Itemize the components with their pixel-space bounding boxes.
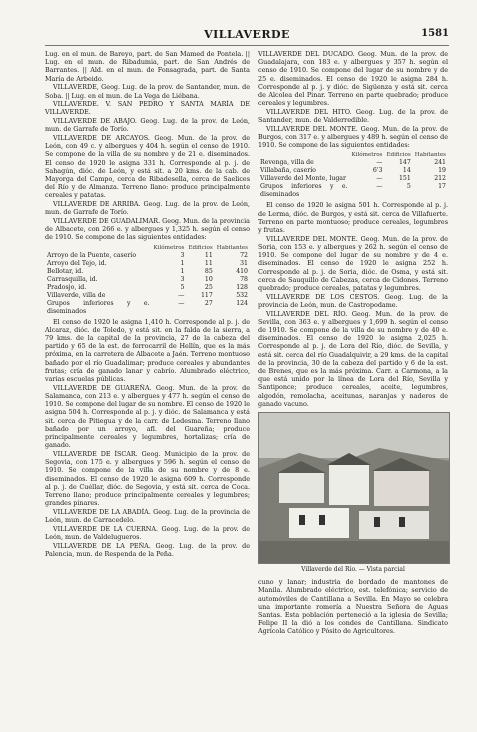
entry-paragraph: El censo de 1920 le asigna 1,410 h. Corresponde al p. j. de Alcaraz, dióc. de Toledo, y está sit. en la falda de la sierra, a 79 kms. de la capital de la provincia, 27 de la cabeza del partido y 65 de la est. de ferrocarril de Hellín, que es la más próxima, en la carretera de Albacete a Jaén. Terreno montuoso bañado por el río Guadalimar; produce cereales y abundantes frutas; cría de ganado lanar y cabrío. Alumbrado eléctrico, varias escuelas públicas.	[45, 317, 250, 384]
table-cell: 128	[236, 283, 248, 291]
entry-paragraph: VILLAVERDE, Geog. Lug. de la prov. de Santander, mun. de Soba. || Lug. en el mun. de La Vega de Liébana.	[45, 83, 250, 100]
entry-paragraph: VILLAVERDE DEL MONTE. Geog. Mun. de la prov. de Soria, con 153 e. y albergues y 262 h. según el censo de 1910. Se compone del lugar de su nombre y de 4 e. diseminados. El censo de 1920 le asigna 252 h. Corresponde al p. j. de Soria, dióc. de Osma, y está sit. cerca de Sauquillo de Cabezas, cerca de Cidones. Terreno quebrado; produce cereales, patatas y legumbres.	[258, 234, 448, 292]
table-cell: 17	[438, 183, 446, 191]
entry-paragraph: VILLAVERDE DE LA PEÑA. Geog. Lug. de la prov. de Palencia, mun. de Respenda de la Peña.	[45, 541, 250, 558]
table-cell: Pradosjo, id.	[47, 283, 87, 291]
table-cell: 11	[204, 251, 213, 259]
running-title: VILLAVERDE	[204, 28, 290, 41]
table-header: Edificios	[188, 244, 213, 251]
table-row	[258, 183, 448, 199]
entry-paragraph: VILLAVERDE DE GUAREÑA. Geog. Mun. de la prov. de Salamanca, con 213 e. y albergues y 477 h. según el censo de 1910. Se compone del lugar de su nombre. El censo de 1920 le asigna 504 h. Corresponde al p. j. y dióc. de Salamanca y está sit. cerca de Pitiegua y de la carr. de Ledesma. Terreno llano bañado por un arroyo, afl. del Guareña; produce principalmente cereales y legumbres, hortalizas; cría de ganado.	[45, 383, 250, 450]
entry-paragraph: El censo de 1920 le asigna 501 h. Corresponde al p. j. de Lerma, dióc. de Burgos, y está sit. cerca de Villafuerte. Terreno en parte montuoso; produce cereales, legumbres y frutas.	[258, 201, 448, 235]
table-row	[45, 300, 250, 316]
table-cell: 5	[180, 283, 185, 291]
table-header-row	[45, 244, 250, 252]
table-header: Habitantes	[414, 152, 446, 159]
table-row	[45, 284, 250, 292]
page-header	[45, 28, 449, 44]
table-cell: Grupos inferiores y e. diseminados	[260, 183, 348, 199]
entry-paragraph: VILLAVERDE DE LOS CESTOS. Geog. Lug. de la provincia de León, mun. de Castropodame.	[258, 292, 448, 309]
entry-paragraph: VILLAVERDE DE LA ABADÍA. Geog. Lug. de la provincia de León, mun. de Carracedelo.	[45, 507, 250, 525]
table-cell: 212	[434, 175, 446, 183]
table-cell: 3	[180, 275, 185, 283]
entry-paragraph: VILLAVERDE DEL HITO. Geog. Lug. de la prov. de Santander, mun. de Valderredible.	[258, 107, 448, 125]
table-row	[258, 159, 448, 167]
table-cell: 3	[180, 251, 185, 259]
entities-table	[258, 151, 448, 199]
entry-paragraph: VILLAVERDE DEL RÍO. Geog. Mun. de la prov. de Sevilla, con 363 e. y albergues y 1,699 h. según el censo de 1910. Se compone de la villa de su nombre y de 40 e. diseminados. El censo de 1920 le asigna 2,025 h. Corresponde al p. j. de Lora del Río, dióc. de Sevilla, y está sit. cerca del río Guadalquivir, a 29 kms. de la capital de la provincia, 30 de la cabeza del partido y 6 de la est. de Brenes, que es la más próxima. Carr. a Carmona, a la que está unido por la línea de Lora del Río, Sevilla y Santiponce; produce cereales, aceite, legumbres, algodón, remolacha, aceitunas, naranjas y naderos de ganado vacuno.	[258, 309, 448, 408]
entry-paragraph: VILLAVERDE DE GUADALIMAR. Geog. Mun. de la provincia de Albacete, con 266 e. y albergues y 1,325 h. según el censo de 1910. Se compone de las siguientes entidades:	[45, 217, 250, 242]
entry-paragraph: VILLAVERDE DEL MONTE. Geog. Mun. de la prov. de Burgos, con 317 e. y albergues y 489 h. según el censo de 1910. Se compone de las siguientes entidades:	[258, 124, 448, 150]
table-cell: Arroyo del Tejo, id.	[47, 259, 107, 267]
entry-paragraph: VILLAVERDE. V. SAN PEDRO Y SANTA MARÍA DE VILLAVERDE.	[45, 100, 250, 117]
entry-paragraph: VILLAVERDE DE ARCAYOS. Geog. Mun. de la prov. de León, con 49 c. y albergues y 404 h. según el censo de 1910. Se compone de la villa de su nombre y de 21 e. diseminados. El censo de 1920 le asigna 331 h. Corresponde al p. j. de Sahagún, dióc. de León, y está sit. a 20 kms. de la cab. de Mayorga del Campo, cerca de Ribadesella, cerca de Saelices del Río y de Almanza. Terreno llano: produce principalmente cereales y patatas.	[45, 134, 250, 200]
table-cell: —	[376, 183, 383, 191]
table-row	[45, 276, 250, 284]
table-cell: 147	[398, 159, 411, 167]
photo-caption: Villaverde del Río. — Vista parcial	[301, 566, 405, 574]
table-cell: Villabaña, caserío	[260, 167, 316, 175]
town-photo-illustration	[259, 413, 449, 563]
table-header	[45, 244, 152, 252]
table-cell: Arroyo de la Puente, caserío	[47, 251, 137, 259]
table-cell: 124	[236, 299, 248, 307]
table-cell: 27	[204, 299, 213, 307]
right-column	[258, 50, 448, 636]
entry-paragraph: VILLAVERDE DE ARRIBA. Geog. Lug. de la prov. de León, mun. de Garrafe de Torío.	[45, 200, 250, 217]
table-cell: 5	[406, 183, 411, 191]
table-cell: Villaverde del Monte, lugar	[260, 175, 346, 183]
table-cell: —	[376, 159, 383, 167]
table-cell: 11	[204, 259, 213, 267]
table-row	[258, 175, 448, 183]
entities-table	[45, 244, 250, 316]
entry-paragraph: cuno y lanar; industria de bordado de mantones de Manila. Alumbrado eléctrico, est. telefónica; servicio de automóviles de Cantillana a Sevilla. En Mayo se celebra una importante romería a Nuestra Señora de Aguas Santas. Esta población perteneció a la iglesia de Sevilla; Felipe II la dió a los condes de Cantillana. Sindicato Agrícola Católico y Pósito de Agricultores.	[258, 578, 448, 636]
table-row	[258, 167, 448, 175]
table-row	[45, 292, 250, 300]
table-cell: —	[178, 291, 185, 299]
table-header	[258, 151, 350, 159]
table-cell: 72	[240, 251, 248, 259]
entry-paragraph: VILLAVERDE DE ABAJO. Geog. Lug. de la prov. de León, mun. de Garrafe de Torío.	[45, 117, 250, 134]
table-cell: Grupos inferiores y e. diseminados	[47, 299, 150, 315]
table-cell: 19	[438, 167, 446, 175]
entry-paragraph: VILLAVERDE DE LA CUERNA. Geog. Lug. de la prov. de León, mun. de Valdelugueros.	[45, 524, 250, 541]
table-header-row	[258, 151, 448, 159]
table-cell: 85	[204, 267, 213, 275]
table-row	[45, 260, 250, 268]
table-header: Habitantes	[216, 244, 248, 251]
table-cell: 241	[434, 159, 446, 167]
town-photograph	[258, 412, 450, 564]
table-cell: 25	[204, 283, 213, 291]
table-header: Kilómetros	[153, 244, 185, 251]
table-cell: Villaverde, villa de	[47, 291, 106, 299]
table-header: Kilómetros	[351, 152, 383, 159]
entry-paragraph: VILLAVERDE DE ÍSCAR. Geog. Municipio de la prov. de Segovia, con 175 e. y albergues y 596 h. según el censo de 1910. Se compone de la villa de su nombre y de 8 e. diseminados. El censo de 1920 le asigna 609 h. Corresponde al p. j. de Cuéllar, dióc. de Segovia, y está sit. cerca de Coca. Terreno llano; produce principalmente cereales y legumbres; grandes pinares.	[45, 449, 250, 508]
entry-paragraph: VILLAVERDE DEL DUCADO. Geog. Mun. de la prov. de Guadalajara, con 183 e. y albergues y 357 h. según el censo de 1910. Se compone del lugar de su nombre y de 25 e. diseminados. El censo de 1920 le asigna 284 h. Corresponde al p. j. y dióc. de Sigüenza y está sit. cerca de Alcolea del Pinar. Terreno en parte quebrado; produce cereales y legumbres.	[258, 50, 448, 108]
table-cell: Revenga, villa de	[260, 159, 314, 167]
table-cell: 117	[200, 291, 213, 299]
table-row	[45, 268, 250, 276]
table-cell: 151	[398, 175, 411, 183]
table-cell: —	[376, 175, 383, 183]
table-cell: 410	[236, 267, 248, 275]
table-cell: 10	[204, 275, 213, 283]
table-cell: 78	[240, 275, 248, 283]
table-cell: 1	[180, 267, 185, 275]
table-cell: Bellotar, id.	[47, 267, 84, 275]
table-cell: Carrasquilla, id.	[47, 275, 98, 283]
entry-paragraph: Lug. en el mun. de Bareyo, part. de San Mamed de Pontela. || Lug. en el mun. de Ribadumia, part. de San Andrés de Barrantes. || Ald. en el mun. de Fonsagrada, part. de Santa María de Arbeido.	[45, 50, 250, 83]
table-row	[45, 252, 250, 260]
table-cell: —	[178, 299, 185, 307]
table-cell: 1	[180, 259, 185, 267]
table-cell: 14	[402, 167, 411, 175]
header-rule	[45, 45, 449, 46]
table-cell: 31	[240, 259, 248, 267]
table-cell: 6'3	[372, 167, 383, 175]
table-header: Edificios	[386, 152, 411, 159]
left-column	[45, 50, 250, 559]
page-number: 1581	[421, 28, 449, 39]
table-cell: 532	[236, 291, 248, 299]
